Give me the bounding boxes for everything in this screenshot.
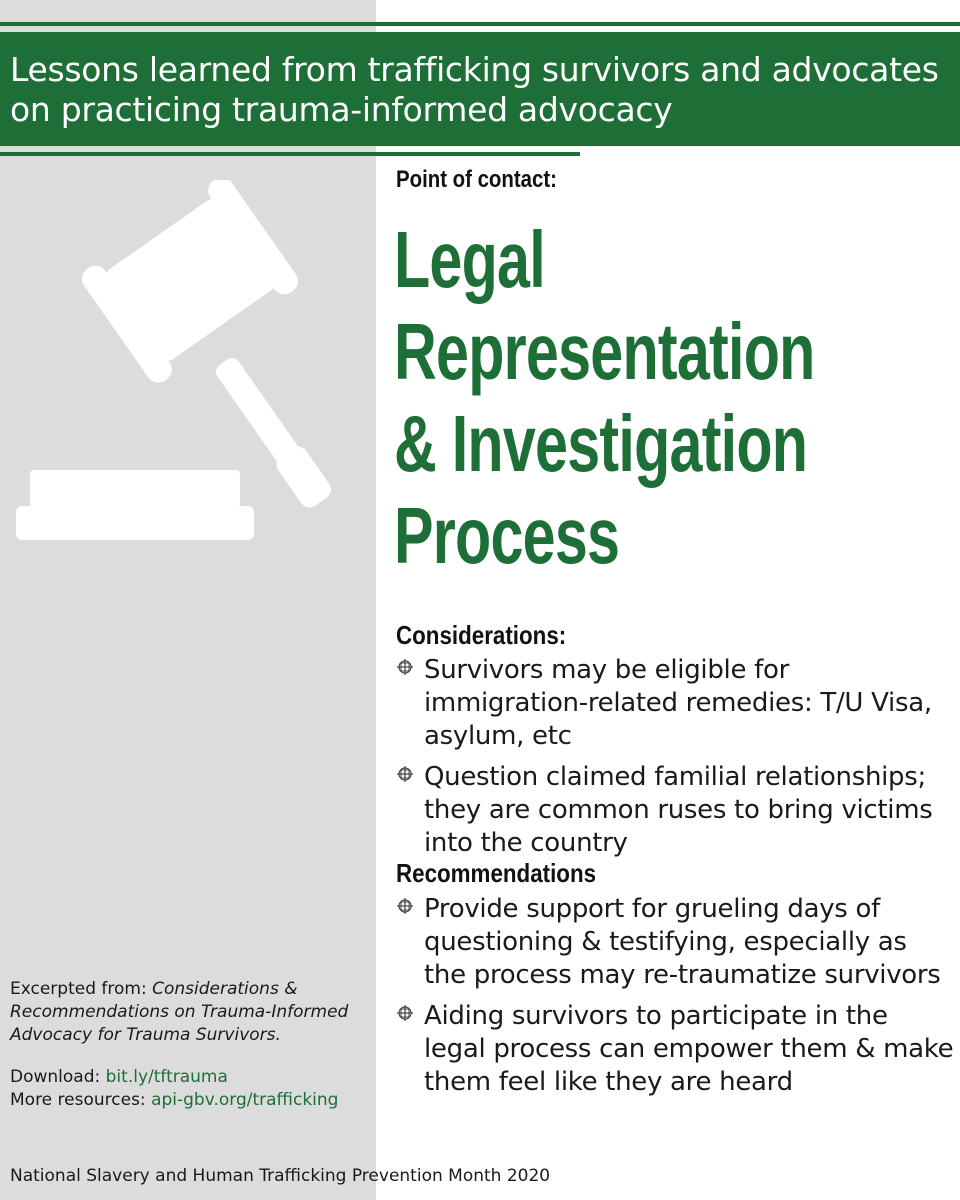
crosshair-bullet-icon bbox=[396, 1004, 414, 1022]
resources-link[interactable]: api-gbv.org/trafficking bbox=[151, 1090, 339, 1110]
considerations-list bbox=[396, 654, 956, 868]
recommendations-heading: Recommendations bbox=[396, 858, 597, 888]
top-rule bbox=[0, 22, 960, 26]
main-title-line: Representation bbox=[394, 307, 815, 396]
download-link[interactable]: bit.ly/tftrauma bbox=[105, 1067, 228, 1087]
main-title-line: Legal bbox=[394, 215, 545, 304]
contact-label: Point of contact: bbox=[396, 166, 557, 193]
list-item bbox=[396, 761, 956, 860]
crosshair-bullet-icon bbox=[396, 765, 414, 783]
list-item-text: Survivors may be eligible for immigration-related remedies: T/U Visa, asylum, etc bbox=[424, 655, 932, 751]
main-title-line: & Investigation bbox=[394, 399, 808, 488]
main-title bbox=[394, 214, 954, 582]
list-item-text: Provide support for grueling days of questioning & testifying, especially as the process may re-traumatize survivors bbox=[424, 894, 941, 990]
source-title: Considerations & Recommendations on Trauma-Informed Advocacy for Trauma Survivors. bbox=[10, 979, 349, 1045]
source-prefix: Excerpted from: bbox=[10, 979, 153, 999]
list-item bbox=[396, 1000, 956, 1099]
bottom-rule bbox=[0, 152, 580, 156]
list-item-text: Aiding survivors to participate in the legal process can empower them & make them feel like they are heard bbox=[424, 1001, 954, 1097]
resources-line bbox=[10, 1089, 376, 1112]
resource-links bbox=[10, 1066, 376, 1112]
download-line bbox=[10, 1066, 376, 1089]
list-item-text: Question claimed familial relationships; they are common ruses to bring victims into the country bbox=[424, 762, 933, 858]
header-banner bbox=[0, 32, 960, 146]
considerations-heading: Considerations: bbox=[396, 620, 567, 650]
crosshair-bullet-icon bbox=[396, 658, 414, 676]
source-citation bbox=[10, 978, 370, 1047]
list-item bbox=[396, 654, 956, 753]
gavel-icon bbox=[0, 180, 376, 560]
download-label: Download: bbox=[10, 1067, 106, 1087]
footer-text: National Slavery and Human Trafficking Prevention Month 2020 bbox=[10, 1166, 551, 1186]
resources-label: More resources: bbox=[10, 1090, 152, 1110]
crosshair-bullet-icon bbox=[396, 897, 414, 915]
recommendations-list bbox=[396, 893, 956, 1107]
main-title-line: Process bbox=[394, 491, 620, 580]
header-title: Lessons learned from trafficking survivors and advocates on practicing trauma-informed advocacy bbox=[10, 50, 939, 129]
list-item bbox=[396, 893, 956, 992]
